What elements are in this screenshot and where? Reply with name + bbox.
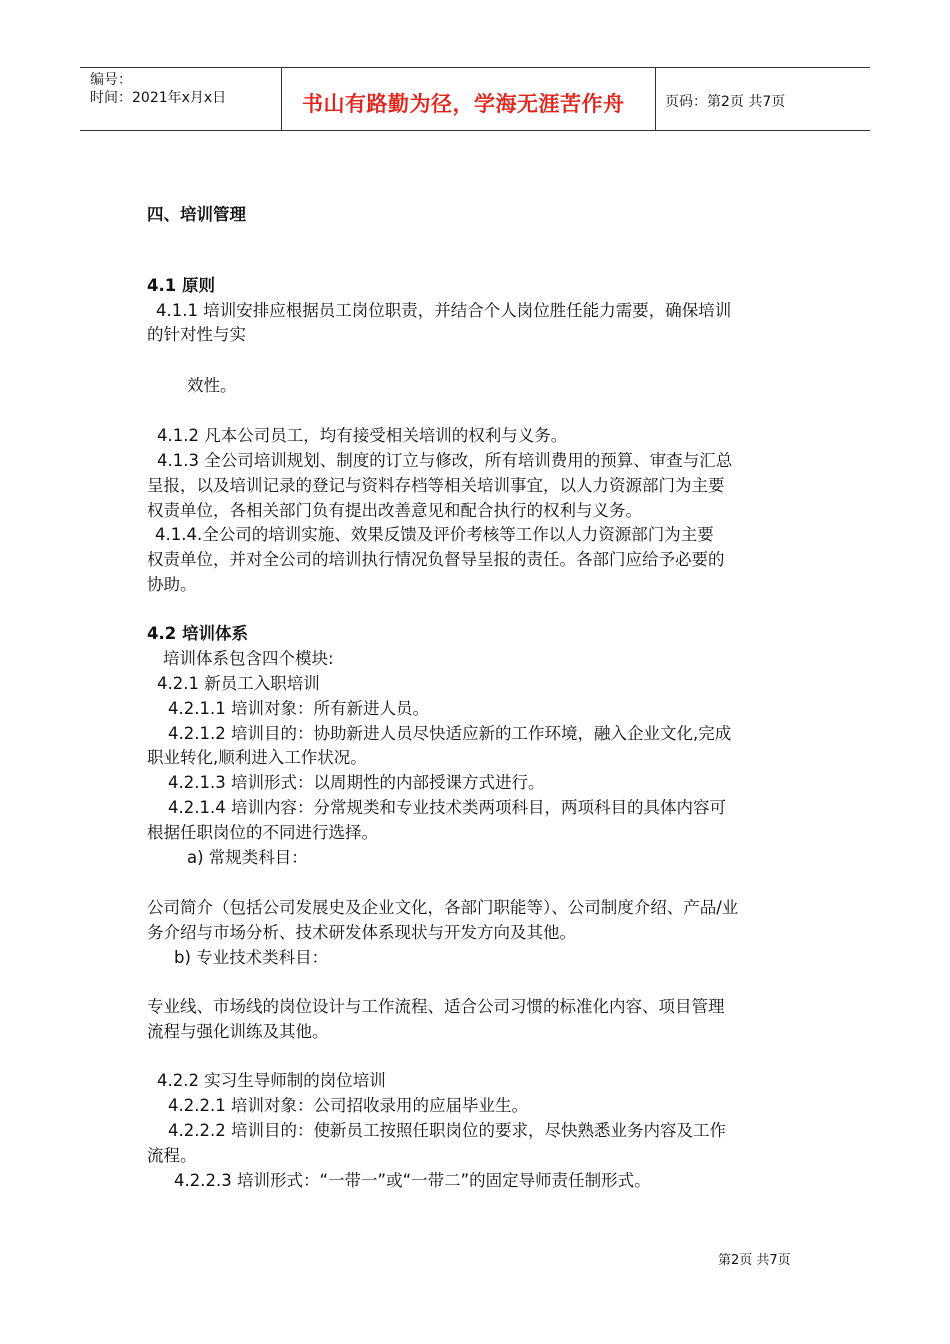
paragraph-4-2-2-3: 4.2.2.3 培训形式：“一带一”或“一带二”的固定导师责任制形式。 <box>174 1171 651 1190</box>
heading-4-2-1: 4.2.1 新员工入职培训 <box>157 674 320 693</box>
paragraph-4-2-1-3: 4.2.1.3 培训形式：以周期性的内部授课方式进行。 <box>168 773 545 792</box>
paragraph-4-1-1-line2: 的针对性与实 <box>147 325 246 344</box>
section-title: 四、培训管理 <box>147 205 246 224</box>
paragraph-4-1-1-line1: 4.1.1 培训安排应根据员工岗位职责，并结合个人岗位胜任能力需要，确保培训 <box>156 301 732 320</box>
list-item-a-text-line1: 公司简介（包括公司发展史及企业文化，各部门职能等）、公司制度介绍、产品/业 <box>147 898 739 917</box>
heading-4-2-2: 4.2.2 实习生导师制的岗位培训 <box>157 1071 386 1090</box>
header-motto-cell <box>281 68 656 130</box>
document-date: 时间：2021年x月x日 <box>90 90 227 106</box>
paragraph-4-2-1-2-line2: 职业转化,顺利进入工作状况。 <box>147 748 367 767</box>
paragraph-4-1-3-line3: 权责单位，各相关部门负有提出改善意见和配合执行的权利与义务。 <box>147 501 642 520</box>
paragraph-4-2-1-2-line1: 4.2.1.2 培训目的：协助新进人员尽快适应新的工作环境，融入企业文化,完成 <box>168 724 732 743</box>
header-page-cell <box>655 68 870 130</box>
header-meta <box>80 68 281 130</box>
header-motto: 书山有路勤为径，学海无涯苦作舟 <box>302 92 625 116</box>
document-number-label: 编号： <box>90 72 132 88</box>
paragraph-4-2-1-4-line2: 根据任职岗位的不同进行选择。 <box>147 823 378 842</box>
paragraph-4-2-2-2-line1: 4.2.2.2 培训目的：使新员工按照任职岗位的要求，尽快熟悉业务内容及工作 <box>168 1121 726 1140</box>
list-item-a-text-line2: 务介绍与市场分析、技术研发体系现状与开发方向及其他。 <box>147 923 576 942</box>
paragraph-4-1-4-line3: 协助。 <box>147 575 197 594</box>
paragraph-4-1-1-line3: 效性。 <box>187 376 237 395</box>
paragraph-4-1-3-line1: 4.1.3 全公司培训规划、制度的订立与修改，所有培训费用的预算、审查与汇总 <box>157 451 733 470</box>
paragraph-4-2-2-1: 4.2.2.1 培训对象：公司招收录用的应届毕业生。 <box>168 1096 528 1115</box>
list-item-b-text-line2: 流程与强化训练及其他。 <box>147 1022 329 1041</box>
paragraph-4-2-2-2-line2: 流程。 <box>147 1146 197 1165</box>
page-footer: 第2页 共7页 <box>718 1253 791 1268</box>
paragraph-4-2-1-4-line1: 4.2.1.4 培训内容：分常规类和专业技术类两项科目，两项科目的具体内容可 <box>168 798 726 817</box>
list-item-b: b) 专业技术类科目： <box>174 948 329 967</box>
paragraph-4-2-intro: 培训体系包含四个模块: <box>163 649 334 668</box>
paragraph-4-1-2: 4.1.2 凡本公司员工，均有接受相关培训的权利与义务。 <box>157 426 568 445</box>
paragraph-4-1-4-line1: 4.1.4.全公司的培训实施、效果反馈及评价考核等工作以人力资源部门为主要 <box>155 525 714 544</box>
subsection-title-4-2: 4.2 培训体系 <box>147 624 248 643</box>
list-item-a: a) 常规类科目： <box>187 848 308 867</box>
page-header <box>80 67 870 131</box>
list-item-b-text-line1: 专业线、市场线的岗位设计与工作流程、适合公司习惯的标准化内容、项目管理 <box>147 997 725 1016</box>
paragraph-4-1-4-line2: 权责单位，并对全公司的培训执行情况负督导呈报的责任。各部门应给予必要的 <box>147 550 725 569</box>
paragraph-4-2-1-1: 4.2.1.1 培训对象：所有新进人员。 <box>168 699 429 718</box>
header-page-info: 页码：第2页 共7页 <box>665 94 786 110</box>
paragraph-4-1-3-line2: 呈报，以及培训记录的登记与资料存档等相关培训事宜，以人力资源部门为主要 <box>147 476 725 495</box>
subsection-title-4-1: 4.1 原则 <box>147 276 215 295</box>
